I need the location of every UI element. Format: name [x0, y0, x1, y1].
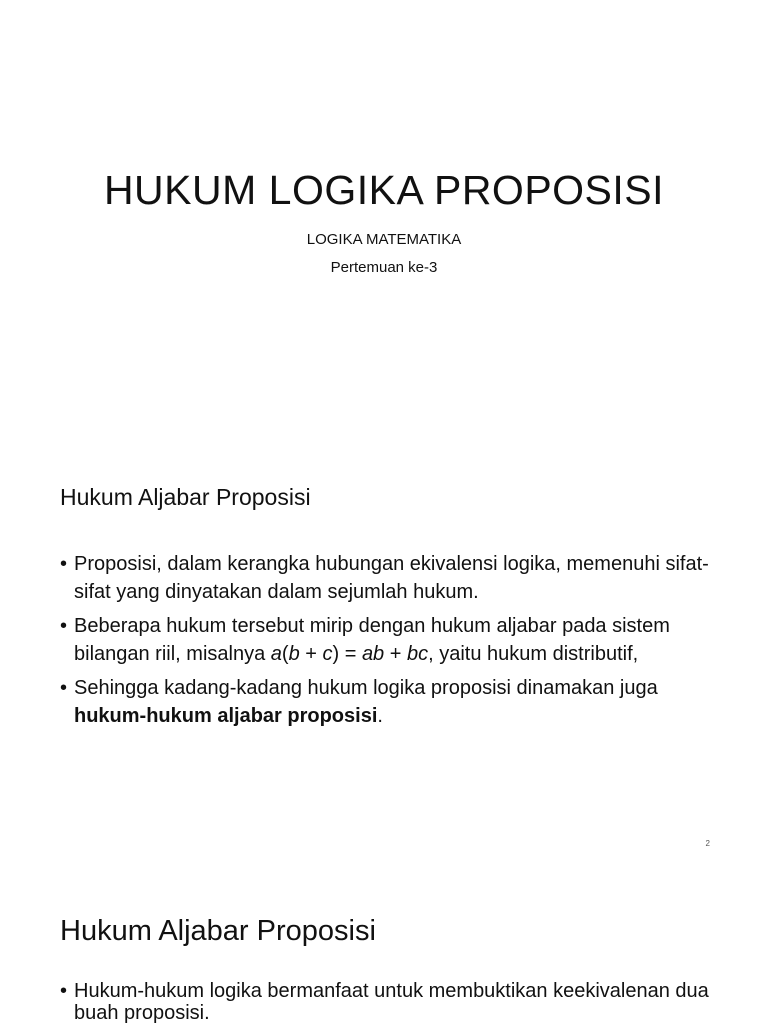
formula-symbol: +	[299, 643, 323, 665]
bullet-item	[60, 980, 710, 1024]
presentation-title: HUKUM LOGIKA PROPOSISI	[103, 167, 665, 213]
bullet-text: Proposisi, dalam kerangka hubungan ekivalensi logika, memenuhi sifat-sifat yang dinyatakan dalam sejumlah hukum.	[74, 553, 709, 603]
formula-var: c	[322, 643, 333, 665]
bullet-item	[60, 550, 710, 606]
meeting-number: Pertemuan ke-3	[330, 259, 438, 276]
formula-symbol: ) =	[332, 643, 362, 665]
bullet-text: .	[377, 705, 383, 727]
bullet-text: , yaitu hukum distributif,	[428, 643, 639, 665]
formula-symbol: +	[384, 643, 407, 665]
formula-symbol: (	[281, 643, 289, 665]
formula-var: bc	[406, 643, 429, 665]
bullet-text: Beberapa hukum tersebut mirip dengan hukum aljabar pada sistem bilangan riil, misalnya	[74, 615, 670, 665]
formula-var: ab	[361, 643, 385, 665]
bullet-icon: •	[60, 553, 68, 575]
bullet-text: Sehingga kadang-kadang hukum logika proposisi dinamakan juga	[74, 677, 658, 699]
slide-heading: Hukum Aljabar Proposisi	[60, 484, 311, 510]
bullet-icon: •	[60, 980, 68, 1002]
formula-var: b	[288, 643, 300, 665]
bullet-text: Hukum-hukum logika bermanfaat untuk membuktikan keekivalenan dua buah proposisi.	[74, 980, 709, 1024]
bullet-item	[60, 674, 710, 730]
content-slide	[0, 432, 768, 864]
bullet-icon: •	[60, 615, 68, 637]
formula-var: a	[270, 643, 282, 665]
bullet-item	[60, 612, 710, 668]
title-slide	[0, 0, 768, 432]
bullet-list	[60, 550, 710, 736]
content-slide	[0, 864, 768, 1024]
course-name: LOGIKA MATEMATIKA	[306, 231, 462, 248]
bold-term: hukum-hukum aljabar proposisi	[74, 705, 378, 727]
bullet-icon: •	[60, 677, 68, 699]
slide-heading: Hukum Aljabar Proposisi	[60, 915, 376, 947]
bullet-list	[60, 980, 710, 1024]
page-number: 2	[705, 839, 710, 848]
